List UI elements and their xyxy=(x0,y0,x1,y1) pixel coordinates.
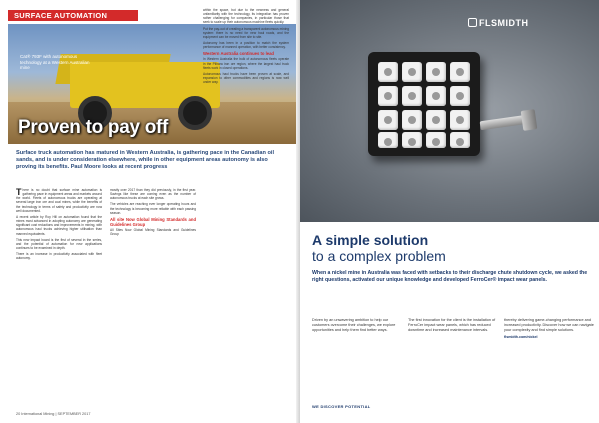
ceramic-pad xyxy=(378,132,398,148)
paragraph: There is an increase in productivity associated with fleet autonomy. xyxy=(16,252,102,261)
paragraph xyxy=(16,188,102,213)
ceramic-pad xyxy=(450,110,470,130)
paragraph: within the space, but due to the newness and general unfamiliarity with the technology, its integration has proven rather challenging for companies, in particular those that seek to scale up their autonomous machine fleets quickly. xyxy=(203,8,289,25)
paragraph: A recent article by Roy Hill on automation found that the mines most advanced in adopting autonomy are generating significant cost reductions and improvements in mining, with autonomous haul trucks achieving higher utilisation than manned equivalents. xyxy=(16,214,102,236)
product-photo xyxy=(300,0,599,222)
ad-lead: When a nickel mine in Australia was faced with setbacks to their discharge chute shutdown cycle, we asked the right questions, activated our unique knowledge and developed FerroCer® impact wear panels. xyxy=(312,270,588,283)
brand-mark-icon xyxy=(468,18,477,27)
ad-text: Driven by an unwavering ambition to help our customers overcome their challenges, we explore opportunities and help them find better ways. xyxy=(312,318,396,332)
paragraph: In Western Australia the bulk of autonomous fleets operate in the Pilbara iron ore region, where the largest haul truck fleets work in closed operations. xyxy=(203,57,289,70)
paragraph: This new impact board is the first of several in the series, and the potential of automation for new applications continues to be examined in depth. xyxy=(16,237,102,251)
drop-cap: T xyxy=(16,187,22,197)
wear-panel xyxy=(368,52,480,156)
page-footer: 20 International Mining | SEPTEMBER 2017 xyxy=(16,412,91,416)
ad-column-1 xyxy=(312,318,402,332)
ceramic-pad xyxy=(402,86,422,106)
brand-logo xyxy=(468,18,529,28)
headline-line-2: to a complex problem xyxy=(312,248,446,264)
ceramic-pad xyxy=(402,110,422,130)
paragraph: Autonomous haul trucks have been proven at scale, and expansion to other commodities and regions is now well under way. xyxy=(203,71,289,85)
ceramic-pad xyxy=(450,132,470,148)
website-link[interactable]: flsmidth.com/nickel xyxy=(504,335,538,340)
ad-text: thereby delivering game-changing performance and increased productivity. Discover how we can navigate your complexity and find simple solutions. xyxy=(504,318,594,332)
ceramic-pad xyxy=(426,62,446,82)
advert-page xyxy=(300,0,599,423)
body-column-2 xyxy=(110,188,196,238)
ad-headline xyxy=(312,232,446,264)
paragraph: Autonomy has been in a position to match the system performance of manned operation, with better consistency. xyxy=(203,41,289,50)
ceramic-pad xyxy=(426,110,446,130)
section-label xyxy=(8,10,138,21)
subheading: Western Australia continues to lead xyxy=(203,51,274,57)
ceramic-pad xyxy=(378,86,398,106)
ceramic-pad xyxy=(378,110,398,130)
standfirst: Surface truck automation has matured in Western Australia, is gathering pace in the Canadian oil sands, and is under consideration elsewhere, while in other equipment areas autonomy is also proving its benefits. Paul Moore looks at recent progress xyxy=(16,150,274,170)
ceramic-pad xyxy=(450,62,470,82)
title-text: Proven to pay off xyxy=(18,117,169,138)
hero-caption: Cat® 793F with autonomous technology at a Western Australian mine xyxy=(20,54,90,70)
ceramic-pad xyxy=(402,132,422,148)
paragraph-text: here is no doubt that surface mine automation is gathering pace in equipment areas and markets around the world. Fleets of autonomous trucks are operating at several large iron ore and coal mines, while the benefits of the technology in terms of safety and productivity are now well documented. xyxy=(16,188,102,213)
ceramic-pad xyxy=(378,62,398,82)
ceramic-pad xyxy=(426,132,446,148)
body-column-3 xyxy=(203,8,289,413)
subheading: All site Now Global Mining Standards and Guidelines Group xyxy=(110,216,196,227)
brand-name: FLSMIDTH xyxy=(479,18,529,28)
ceramic-pad xyxy=(450,86,470,106)
section-title: SURFACE AUTOMATION xyxy=(14,11,108,20)
paragraph: All Sites Now Global Mining Standards and Guidelines Group xyxy=(110,227,196,237)
headline-line-1: A simple solution xyxy=(312,232,429,248)
bolt-nut xyxy=(521,109,538,131)
paragraph: mostly over 2017 than they did previously, in the first year. Savings like these are coming even as the number of autonomous trucks at each site grows. xyxy=(110,188,196,201)
ad-text: The first innovation for the client is the installation of FerroCer impact wear panels, which has reduced downtime and increased maintenance intervals. xyxy=(408,318,496,332)
ceramic-pad xyxy=(402,62,422,82)
paragraph: The vehicles are reaching ever longer operating hours and the technology is becoming more reliable with each passing season. xyxy=(110,202,196,215)
tagline: WE DISCOVER POTENTIAL xyxy=(312,404,371,409)
ceramic-pad xyxy=(426,86,446,106)
body-column-1 xyxy=(16,188,102,263)
paragraph: Put the pay-out of creating a transparent autonomous mining system: there is no need for new haul roads, and the equipment can be moved from site to site. xyxy=(203,26,289,39)
ad-column-3 xyxy=(504,318,594,340)
ad-column-2 xyxy=(408,318,498,332)
